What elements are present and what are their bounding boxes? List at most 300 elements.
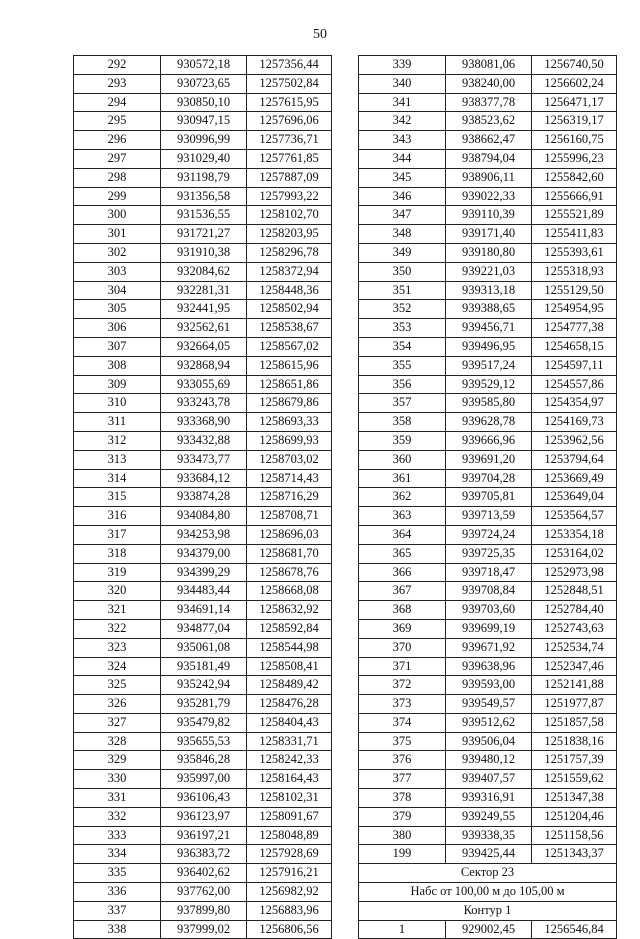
y-coordinate: 1257916,21 [247, 864, 332, 883]
table-row [359, 74, 617, 93]
point-number: 293 [74, 74, 161, 93]
x-coordinate: 939724,24 [446, 525, 532, 544]
table-row [74, 356, 332, 375]
x-coordinate: 939705,81 [446, 488, 532, 507]
y-coordinate: 1257761,85 [247, 149, 332, 168]
table-row [359, 469, 617, 488]
table-row [74, 168, 332, 187]
y-coordinate: 1253564,57 [532, 507, 617, 526]
y-coordinate: 1256546,84 [532, 920, 617, 939]
x-coordinate: 939221,03 [446, 262, 532, 281]
table-row [359, 845, 617, 864]
point-number: 322 [74, 619, 161, 638]
y-coordinate: 1251158,56 [532, 826, 617, 845]
table-row [74, 413, 332, 432]
x-coordinate: 939585,80 [446, 394, 532, 413]
x-coordinate: 938240,00 [446, 74, 532, 93]
table-row [74, 657, 332, 676]
x-coordinate: 939549,57 [446, 695, 532, 714]
x-coordinate: 937999,02 [161, 920, 247, 939]
point-number: 308 [74, 356, 161, 375]
y-coordinate: 1251347,38 [532, 789, 617, 808]
y-coordinate: 1251977,87 [532, 695, 617, 714]
point-number: 329 [74, 751, 161, 770]
x-coordinate: 939725,35 [446, 544, 532, 563]
point-number: 371 [359, 657, 446, 676]
x-coordinate: 939316,91 [446, 789, 532, 808]
table-row [74, 375, 332, 394]
point-number: 369 [359, 619, 446, 638]
y-coordinate: 1256740,50 [532, 56, 617, 75]
x-coordinate: 939407,57 [446, 770, 532, 789]
y-coordinate: 1257615,95 [247, 93, 332, 112]
y-coordinate: 1258615,96 [247, 356, 332, 375]
table-row [74, 149, 332, 168]
point-number: 304 [74, 281, 161, 300]
table-row [74, 131, 332, 150]
point-number: 366 [359, 563, 446, 582]
table-row [74, 638, 332, 657]
table-row [359, 525, 617, 544]
table-row [359, 638, 617, 657]
table-row [74, 225, 332, 244]
table-row [74, 93, 332, 112]
y-coordinate: 1258703,02 [247, 450, 332, 469]
x-coordinate: 939708,84 [446, 582, 532, 601]
table-row [359, 112, 617, 131]
y-coordinate: 1256160,75 [532, 131, 617, 150]
x-coordinate: 939171,40 [446, 225, 532, 244]
y-coordinate: 1252784,40 [532, 601, 617, 620]
table-row [74, 751, 332, 770]
y-coordinate: 1256319,17 [532, 112, 617, 131]
x-coordinate: 938081,06 [446, 56, 532, 75]
table-row [359, 394, 617, 413]
point-number: 326 [74, 695, 161, 714]
x-coordinate: 934691,14 [161, 601, 247, 620]
x-coordinate: 939506,04 [446, 732, 532, 751]
x-coordinate: 938662,47 [446, 131, 532, 150]
y-coordinate: 1258048,89 [247, 826, 332, 845]
table-row [359, 582, 617, 601]
x-coordinate: 930572,18 [161, 56, 247, 75]
x-coordinate: 939718,47 [446, 563, 532, 582]
point-number: 325 [74, 676, 161, 695]
x-coordinate: 939022,33 [446, 187, 532, 206]
table-row [74, 582, 332, 601]
x-coordinate: 935242,94 [161, 676, 247, 695]
point-number: 307 [74, 337, 161, 356]
x-coordinate: 934084,80 [161, 507, 247, 526]
y-coordinate: 1257696,06 [247, 112, 332, 131]
point-number: 301 [74, 225, 161, 244]
table-row [359, 676, 617, 695]
y-coordinate: 1258508,41 [247, 657, 332, 676]
x-coordinate: 931198,79 [161, 168, 247, 187]
table-row [74, 544, 332, 563]
x-coordinate: 939638,96 [446, 657, 532, 676]
point-number: 292 [74, 56, 161, 75]
y-coordinate: 1252347,46 [532, 657, 617, 676]
x-coordinate: 936123,97 [161, 807, 247, 826]
point-number: 374 [359, 713, 446, 732]
x-coordinate: 935281,79 [161, 695, 247, 714]
table-row [359, 657, 617, 676]
point-number: 349 [359, 243, 446, 262]
point-number: 361 [359, 469, 446, 488]
point-number: 330 [74, 770, 161, 789]
table-row [359, 619, 617, 638]
x-coordinate: 937762,00 [161, 883, 247, 902]
y-coordinate: 1252534,74 [532, 638, 617, 657]
y-coordinate: 1258544,98 [247, 638, 332, 657]
point-number: 346 [359, 187, 446, 206]
y-coordinate: 1254354,97 [532, 394, 617, 413]
y-coordinate: 1256806,56 [247, 920, 332, 939]
table-row [74, 713, 332, 732]
coordinates-table-left [73, 55, 332, 939]
x-coordinate: 931536,55 [161, 206, 247, 225]
point-number: 296 [74, 131, 161, 150]
x-coordinate: 931029,40 [161, 149, 247, 168]
y-coordinate: 1258203,95 [247, 225, 332, 244]
y-coordinate: 1251343,37 [532, 845, 617, 864]
point-number: 376 [359, 751, 446, 770]
table-row [74, 187, 332, 206]
table-row [359, 187, 617, 206]
point-number: 300 [74, 206, 161, 225]
table-row [359, 732, 617, 751]
point-number: 332 [74, 807, 161, 826]
y-coordinate: 1252743,63 [532, 619, 617, 638]
table-row [359, 713, 617, 732]
page-number: 50 [313, 27, 327, 42]
y-coordinate: 1253962,56 [532, 431, 617, 450]
table-row [74, 920, 332, 939]
y-coordinate: 1258538,67 [247, 319, 332, 338]
table-row [74, 337, 332, 356]
x-coordinate: 936402,62 [161, 864, 247, 883]
table-row [74, 695, 332, 714]
x-coordinate: 934253,98 [161, 525, 247, 544]
point-number: 370 [359, 638, 446, 657]
height-range-label: Набс от 100,00 м до 105,00 м [359, 883, 617, 902]
table-row [359, 56, 617, 75]
point-number: 309 [74, 375, 161, 394]
table-row [74, 112, 332, 131]
table-row [74, 864, 332, 883]
y-coordinate: 1251838,16 [532, 732, 617, 751]
table-row [359, 695, 617, 714]
y-coordinate: 1255129,50 [532, 281, 617, 300]
point-number: 377 [359, 770, 446, 789]
sector-label: Сектор 23 [359, 864, 617, 883]
y-coordinate: 1254597,11 [532, 356, 617, 375]
point-number: 378 [359, 789, 446, 808]
point-number: 362 [359, 488, 446, 507]
x-coordinate: 932562,61 [161, 319, 247, 338]
y-coordinate: 1251559,62 [532, 770, 617, 789]
point-number: 364 [359, 525, 446, 544]
table-row [74, 807, 332, 826]
point-number: 354 [359, 337, 446, 356]
point-number: 345 [359, 168, 446, 187]
y-coordinate: 1257356,44 [247, 56, 332, 75]
point-number: 356 [359, 375, 446, 394]
point-number: 297 [74, 149, 161, 168]
table-row [359, 488, 617, 507]
y-coordinate: 1258372,94 [247, 262, 332, 281]
point-number: 299 [74, 187, 161, 206]
table-row [74, 619, 332, 638]
x-coordinate: 930723,65 [161, 74, 247, 93]
x-coordinate: 939249,55 [446, 807, 532, 826]
table-row [359, 789, 617, 808]
y-coordinate: 1254658,15 [532, 337, 617, 356]
table-row [359, 544, 617, 563]
y-coordinate: 1256883,96 [247, 901, 332, 920]
point-number: 367 [359, 582, 446, 601]
y-coordinate: 1256602,24 [532, 74, 617, 93]
table-row [74, 901, 332, 920]
sector-header-row [359, 864, 617, 883]
table-row [359, 770, 617, 789]
point-number: 331 [74, 789, 161, 808]
point-number: 347 [359, 206, 446, 225]
x-coordinate: 933874,28 [161, 488, 247, 507]
table-row [74, 74, 332, 93]
table-row [74, 770, 332, 789]
x-coordinate: 939456,71 [446, 319, 532, 338]
point-number: 365 [359, 544, 446, 563]
x-coordinate: 939699,19 [446, 619, 532, 638]
point-number: 368 [359, 601, 446, 620]
point-number: 320 [74, 582, 161, 601]
table-row [359, 131, 617, 150]
y-coordinate: 1252973,98 [532, 563, 617, 582]
table-row [74, 507, 332, 526]
table-row [74, 676, 332, 695]
y-coordinate: 1254169,73 [532, 413, 617, 432]
y-coordinate: 1258567,02 [247, 337, 332, 356]
y-coordinate: 1253164,02 [532, 544, 617, 563]
point-number: 310 [74, 394, 161, 413]
y-coordinate: 1258102,31 [247, 789, 332, 808]
x-coordinate: 939496,95 [446, 337, 532, 356]
y-coordinate: 1258668,08 [247, 582, 332, 601]
x-coordinate: 929002,45 [446, 920, 532, 939]
contour-header-row [359, 901, 617, 920]
y-coordinate: 1252848,51 [532, 582, 617, 601]
x-coordinate: 939703,60 [446, 601, 532, 620]
table-row [74, 206, 332, 225]
table-row [74, 300, 332, 319]
point-number: 352 [359, 300, 446, 319]
y-coordinate: 1258091,67 [247, 807, 332, 826]
x-coordinate: 932281,31 [161, 281, 247, 300]
x-coordinate: 933473,77 [161, 450, 247, 469]
y-coordinate: 1255393,61 [532, 243, 617, 262]
contour-label: Контур 1 [359, 901, 617, 920]
table-row [74, 243, 332, 262]
x-coordinate: 930850,10 [161, 93, 247, 112]
table-row [359, 413, 617, 432]
table-row [74, 450, 332, 469]
x-coordinate: 935181,49 [161, 657, 247, 676]
table-row [359, 337, 617, 356]
x-coordinate: 930947,15 [161, 112, 247, 131]
table-row [359, 93, 617, 112]
point-number: 302 [74, 243, 161, 262]
x-coordinate: 939425,44 [446, 845, 532, 864]
x-coordinate: 939691,20 [446, 450, 532, 469]
point-number: 375 [359, 732, 446, 751]
point-number: 337 [74, 901, 161, 920]
y-coordinate: 1258164,43 [247, 770, 332, 789]
x-coordinate: 931356,58 [161, 187, 247, 206]
y-coordinate: 1258296,78 [247, 243, 332, 262]
point-number: 317 [74, 525, 161, 544]
y-coordinate: 1258714,43 [247, 469, 332, 488]
x-coordinate: 939529,12 [446, 375, 532, 394]
y-coordinate: 1258242,33 [247, 751, 332, 770]
table-row [74, 488, 332, 507]
x-coordinate: 934877,04 [161, 619, 247, 638]
y-coordinate: 1258102,70 [247, 206, 332, 225]
x-coordinate: 933368,90 [161, 413, 247, 432]
y-coordinate: 1251857,58 [532, 713, 617, 732]
y-coordinate: 1253649,04 [532, 488, 617, 507]
point-number: 338 [74, 920, 161, 939]
table-row [359, 300, 617, 319]
y-coordinate: 1255996,23 [532, 149, 617, 168]
x-coordinate: 938377,78 [446, 93, 532, 112]
x-coordinate: 934399,29 [161, 563, 247, 582]
x-coordinate: 939704,28 [446, 469, 532, 488]
table-row [359, 826, 617, 845]
table-row [74, 826, 332, 845]
table-row [359, 507, 617, 526]
y-coordinate: 1258679,86 [247, 394, 332, 413]
table-row [74, 281, 332, 300]
point-number: 380 [359, 826, 446, 845]
point-number: 315 [74, 488, 161, 507]
point-number: 342 [359, 112, 446, 131]
point-number: 350 [359, 262, 446, 281]
x-coordinate: 939517,24 [446, 356, 532, 375]
table-row [74, 394, 332, 413]
table-row [359, 920, 617, 939]
y-coordinate: 1252141,88 [532, 676, 617, 695]
x-coordinate: 939480,12 [446, 751, 532, 770]
table-row [359, 807, 617, 826]
y-coordinate: 1258592,84 [247, 619, 332, 638]
y-coordinate: 1256982,92 [247, 883, 332, 902]
point-number: 318 [74, 544, 161, 563]
x-coordinate: 939671,92 [446, 638, 532, 657]
y-coordinate: 1251757,39 [532, 751, 617, 770]
point-number: 333 [74, 826, 161, 845]
point-number: 341 [359, 93, 446, 112]
point-number: 340 [359, 74, 446, 93]
point-number: 328 [74, 732, 161, 751]
y-coordinate: 1258651,86 [247, 375, 332, 394]
point-number: 306 [74, 319, 161, 338]
point-number: 344 [359, 149, 446, 168]
table-row [359, 319, 617, 338]
y-coordinate: 1257993,22 [247, 187, 332, 206]
table-row [74, 319, 332, 338]
x-coordinate: 935846,28 [161, 751, 247, 770]
x-coordinate: 934379,00 [161, 544, 247, 563]
x-coordinate: 939628,78 [446, 413, 532, 432]
y-coordinate: 1258448,36 [247, 281, 332, 300]
x-coordinate: 936197,21 [161, 826, 247, 845]
point-number: 358 [359, 413, 446, 432]
y-coordinate: 1258476,28 [247, 695, 332, 714]
table-row [359, 206, 617, 225]
table-row [74, 525, 332, 544]
x-coordinate: 938906,11 [446, 168, 532, 187]
x-coordinate: 933432,88 [161, 431, 247, 450]
point-number: 336 [74, 883, 161, 902]
x-coordinate: 939713,59 [446, 507, 532, 526]
table-row [359, 281, 617, 300]
y-coordinate: 1258331,71 [247, 732, 332, 751]
y-coordinate: 1258678,76 [247, 563, 332, 582]
x-coordinate: 937899,80 [161, 901, 247, 920]
x-coordinate: 936106,43 [161, 789, 247, 808]
table-row [74, 56, 332, 75]
point-number: 311 [74, 413, 161, 432]
table-row [359, 375, 617, 394]
point-number: 360 [359, 450, 446, 469]
y-coordinate: 1254557,86 [532, 375, 617, 394]
x-coordinate: 939110,39 [446, 206, 532, 225]
x-coordinate: 939593,00 [446, 676, 532, 695]
x-coordinate: 932868,94 [161, 356, 247, 375]
point-number: 312 [74, 431, 161, 450]
x-coordinate: 933055,69 [161, 375, 247, 394]
point-number: 321 [74, 601, 161, 620]
x-coordinate: 933684,12 [161, 469, 247, 488]
y-coordinate: 1255666,91 [532, 187, 617, 206]
point-number: 305 [74, 300, 161, 319]
point-number: 334 [74, 845, 161, 864]
table-row [359, 225, 617, 244]
y-coordinate: 1253354,18 [532, 525, 617, 544]
x-coordinate: 934483,44 [161, 582, 247, 601]
point-number: 373 [359, 695, 446, 714]
y-coordinate: 1258502,94 [247, 300, 332, 319]
y-coordinate: 1256471,17 [532, 93, 617, 112]
x-coordinate: 935997,00 [161, 770, 247, 789]
x-coordinate: 939180,80 [446, 243, 532, 262]
x-coordinate: 938523,62 [446, 112, 532, 131]
table-row [74, 563, 332, 582]
point-number: 343 [359, 131, 446, 150]
table-row [74, 469, 332, 488]
x-coordinate: 931910,38 [161, 243, 247, 262]
x-coordinate: 933243,78 [161, 394, 247, 413]
point-number: 295 [74, 112, 161, 131]
y-coordinate: 1258716,29 [247, 488, 332, 507]
y-coordinate: 1258632,92 [247, 601, 332, 620]
table-row [74, 732, 332, 751]
y-coordinate: 1255318,93 [532, 262, 617, 281]
y-coordinate: 1255521,89 [532, 206, 617, 225]
point-number: 353 [359, 319, 446, 338]
